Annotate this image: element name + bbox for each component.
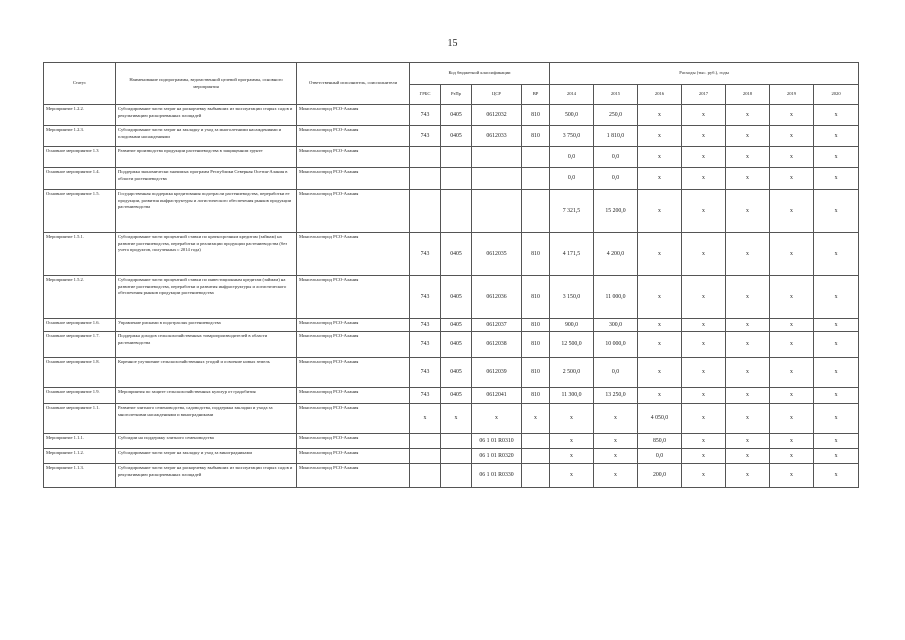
row-name: Коренное улучшение сельскохозяйственных угодий и освоение новых земель [116, 358, 297, 388]
row-executor: Минсельхозпрод РСО-Алания [297, 126, 410, 147]
row-code [410, 147, 441, 168]
row-code: 0612032 [472, 105, 522, 126]
row-value: х [814, 276, 859, 319]
header-year: 2014 [550, 85, 594, 105]
row-value: х [814, 464, 859, 488]
header-status: Статус [44, 63, 116, 105]
row-value: х [638, 190, 682, 233]
row-name: Субсидирование части затрат на раскорчевку выбывших из эксплуатации старых садов и рекультивацию раскорчеванных площадей [116, 464, 297, 488]
row-value: х [726, 404, 770, 434]
row-code: 743 [410, 388, 441, 404]
row-value: х [682, 276, 726, 319]
row-name: Субсидирование части затрат на закладку и уход за виноградниками [116, 449, 297, 464]
row-value: х [726, 276, 770, 319]
row-value: 0,0 [550, 168, 594, 190]
row-value: 12 500,0 [550, 332, 594, 358]
row-value: х [814, 332, 859, 358]
row-value: х [682, 190, 726, 233]
row-value: х [770, 168, 814, 190]
row-value: х [682, 464, 726, 488]
row-value: х [814, 388, 859, 404]
row-value: х [638, 332, 682, 358]
row-code: 0405 [441, 388, 472, 404]
row-value: х [638, 276, 682, 319]
row-code [522, 168, 550, 190]
row-value: х [770, 147, 814, 168]
row-value: х [550, 404, 594, 434]
row-code: 810 [522, 388, 550, 404]
row-code [441, 190, 472, 233]
row-code [472, 168, 522, 190]
row-code [410, 449, 441, 464]
row-code: х [441, 404, 472, 434]
row-code [441, 449, 472, 464]
row-code: 810 [522, 105, 550, 126]
header-name: Наименование подпрограммы, ведомственной целевой программы, основного мероприятия [116, 63, 297, 105]
row-code: 0612037 [472, 319, 522, 332]
row-value: 11 000,0 [594, 276, 638, 319]
header-code: ЦСР [472, 85, 522, 105]
row-executor: Минсельхозпрод РСО-Алания [297, 319, 410, 332]
header-year: 2018 [726, 85, 770, 105]
row-code: 0612033 [472, 126, 522, 147]
row-code [410, 464, 441, 488]
row-name: Мероприятия по защите сельскохозяйственных культур от градобития [116, 388, 297, 404]
row-value: х [638, 358, 682, 388]
row-code [472, 147, 522, 168]
row-value: х [726, 126, 770, 147]
row-value: х [814, 105, 859, 126]
row-name: Государственная поддержка кредитования подотрасли растениеводства, переработки ее продукции, развития инфраструктуры и логистического обеспечения рынков продукции растениеводства [116, 190, 297, 233]
row-value: х [638, 388, 682, 404]
row-executor: Минсельхозпрод РСО-Алания [297, 332, 410, 358]
row-value: х [814, 168, 859, 190]
row-value: х [814, 449, 859, 464]
row-value: х [550, 449, 594, 464]
row-value: 0,0 [594, 358, 638, 388]
table-row [44, 126, 859, 147]
row-value: х [682, 358, 726, 388]
header-executor: Ответственный исполнитель, соисполнители [297, 63, 410, 105]
row-code: х [472, 404, 522, 434]
table-row [44, 319, 859, 332]
row-code: 743 [410, 233, 441, 276]
row-value: 3 150,0 [550, 276, 594, 319]
row-code: 0405 [441, 105, 472, 126]
row-value: х [682, 168, 726, 190]
row-status: Мероприятие 1.1.1. [44, 434, 116, 449]
row-value: х [726, 464, 770, 488]
row-value: х [638, 319, 682, 332]
row-code: 06 1 01 R0330 [472, 464, 522, 488]
row-code: 0612039 [472, 358, 522, 388]
row-value: 3 750,0 [550, 126, 594, 147]
row-value: 850,0 [638, 434, 682, 449]
row-code: 0405 [441, 126, 472, 147]
row-code: 810 [522, 319, 550, 332]
table-row [44, 168, 859, 190]
row-value: х [770, 434, 814, 449]
header-code-group: Код бюджетной классификации [410, 63, 550, 85]
row-name: Субсидирование части затрат на раскорчевку выбывших из эксплуатации старых садов и рекультивацию раскорчеванных площадей [116, 105, 297, 126]
row-name: Поддержка экономически значимых программ Республики Северная Осетия-Алания в области растениеводства [116, 168, 297, 190]
row-value: х [726, 190, 770, 233]
row-executor: Минсельхозпрод РСО-Алания [297, 190, 410, 233]
row-value: х [594, 464, 638, 488]
row-code [522, 464, 550, 488]
row-value: х [682, 404, 726, 434]
row-value: х [726, 233, 770, 276]
row-code [410, 168, 441, 190]
row-value: х [814, 319, 859, 332]
row-value: 11 300,0 [550, 388, 594, 404]
row-status: Основное мероприятие 1.7. [44, 332, 116, 358]
row-value: х [770, 190, 814, 233]
row-code [522, 147, 550, 168]
header-year: 2020 [814, 85, 859, 105]
row-value: х [550, 464, 594, 488]
table-row [44, 464, 859, 488]
row-value: х [770, 404, 814, 434]
row-code [410, 434, 441, 449]
row-code: 810 [522, 126, 550, 147]
row-value: 0,0 [638, 449, 682, 464]
row-value: х [638, 233, 682, 276]
table-row [44, 190, 859, 233]
row-value: 0,0 [550, 147, 594, 168]
row-code [441, 434, 472, 449]
row-executor: Минсельхозпрод РСО-Алания [297, 233, 410, 276]
row-value: х [770, 464, 814, 488]
row-value: х [770, 358, 814, 388]
row-value: х [726, 358, 770, 388]
header-code: ВР [522, 85, 550, 105]
row-value: х [726, 168, 770, 190]
row-code: 810 [522, 332, 550, 358]
row-value: х [814, 358, 859, 388]
row-status: Основное мероприятие 1.5. [44, 190, 116, 233]
row-status: Основное мероприятие 1.8. [44, 358, 116, 388]
table-row [44, 233, 859, 276]
budget-table [43, 62, 859, 488]
row-value: х [682, 147, 726, 168]
row-value: х [814, 147, 859, 168]
row-value: 4 050,0 [638, 404, 682, 434]
row-value: х [770, 105, 814, 126]
row-status: Основное мероприятие 1.3 [44, 147, 116, 168]
row-value: х [550, 434, 594, 449]
row-value: х [770, 276, 814, 319]
row-value: х [770, 319, 814, 332]
table-row [44, 404, 859, 434]
row-executor: Минсельхозпрод РСО-Алания [297, 464, 410, 488]
row-value: 200,0 [638, 464, 682, 488]
row-value: х [814, 190, 859, 233]
header-code: ГРБС [410, 85, 441, 105]
row-value: х [726, 388, 770, 404]
table-row [44, 105, 859, 126]
row-value: 500,0 [550, 105, 594, 126]
row-value: х [770, 332, 814, 358]
row-code: 0612035 [472, 233, 522, 276]
row-value: 250,0 [594, 105, 638, 126]
row-code: 810 [522, 233, 550, 276]
header-expenses-group: Расходы (тыс. руб.), годы [550, 63, 859, 85]
row-value: х [594, 449, 638, 464]
row-name: Субсидирование части процентной ставки по инвестиционным кредитам (займам) на развитие растениеводства, переработки и развития инфраструктуры и логистического обеспечения рынков продукции растениеводства [116, 276, 297, 319]
row-value: х [770, 449, 814, 464]
table-row [44, 147, 859, 168]
row-value: 7 321,5 [550, 190, 594, 233]
row-status: Мероприятие 1.5.1. [44, 233, 116, 276]
row-code: 810 [522, 358, 550, 388]
row-code: 0405 [441, 233, 472, 276]
row-executor: Минсельхозпрод РСО-Алания [297, 404, 410, 434]
row-name: Развитие производства продукции растениеводства в защищенном грунте [116, 147, 297, 168]
row-value: 900,0 [550, 319, 594, 332]
row-value: 1 810,0 [594, 126, 638, 147]
row-value: х [638, 168, 682, 190]
row-value: х [594, 404, 638, 434]
header-year: 2019 [770, 85, 814, 105]
row-code [441, 147, 472, 168]
row-value: х [814, 233, 859, 276]
page-number: 15 [447, 38, 458, 49]
row-code: 810 [522, 276, 550, 319]
table-row [44, 388, 859, 404]
row-value: х [770, 388, 814, 404]
row-code [522, 434, 550, 449]
row-value: х [682, 233, 726, 276]
row-value: 0,0 [594, 168, 638, 190]
row-code [472, 190, 522, 233]
row-value: х [814, 404, 859, 434]
row-code: 0612038 [472, 332, 522, 358]
row-value: 13 250,0 [594, 388, 638, 404]
row-executor: Минсельхозпрод РСО-Алания [297, 434, 410, 449]
row-status: Мероприятие 1.1.2. [44, 449, 116, 464]
row-name: Развитие элитного семеноводства, садоводства, поддержка закладки и ухода за многолетними насаждениями и виноградниками [116, 404, 297, 434]
row-value: х [682, 434, 726, 449]
row-value: 15 200,0 [594, 190, 638, 233]
row-value: х [814, 126, 859, 147]
table-row [44, 332, 859, 358]
row-code: 06 1 01 R0320 [472, 449, 522, 464]
row-code: 06 1 01 R0310 [472, 434, 522, 449]
row-value: х [726, 105, 770, 126]
row-code [522, 449, 550, 464]
row-status: Мероприятие 1.5.2. [44, 276, 116, 319]
row-value: 300,0 [594, 319, 638, 332]
row-value: 4 171,5 [550, 233, 594, 276]
header-year: 2017 [682, 85, 726, 105]
row-value: х [770, 233, 814, 276]
header-code: РзПр [441, 85, 472, 105]
row-status: Основное мероприятие 1.6. [44, 319, 116, 332]
row-value: х [594, 434, 638, 449]
row-code: 743 [410, 126, 441, 147]
row-executor: Минсельхозпрод РСО-Алания [297, 358, 410, 388]
row-value: 4 200,0 [594, 233, 638, 276]
row-code: 743 [410, 105, 441, 126]
row-value: х [682, 319, 726, 332]
header-year: 2015 [594, 85, 638, 105]
row-value: х [726, 332, 770, 358]
row-name: Субсидирование части затрат на закладку и уход за многолетними насаждениями и плодовыми насаждениями [116, 126, 297, 147]
row-code: х [410, 404, 441, 434]
row-executor: Минсельхозпрод РСО-Алания [297, 449, 410, 464]
row-code: 0612036 [472, 276, 522, 319]
row-value: х [638, 147, 682, 168]
row-value: х [682, 332, 726, 358]
row-executor: Минсельхозпрод РСО-Алания [297, 388, 410, 404]
row-status: Основное мероприятие 1.1. [44, 404, 116, 434]
row-executor: Минсельхозпрод РСО-Алания [297, 105, 410, 126]
row-code: 743 [410, 319, 441, 332]
row-code [522, 190, 550, 233]
row-status: Мероприятие 1.1.3. [44, 464, 116, 488]
row-code: 0405 [441, 332, 472, 358]
row-status: Мероприятие 1.2.2. [44, 105, 116, 126]
row-value: х [638, 126, 682, 147]
row-code: 0405 [441, 358, 472, 388]
table-row [44, 449, 859, 464]
row-code: 0405 [441, 276, 472, 319]
row-name: Управление рисками в подотраслях растениеводства [116, 319, 297, 332]
row-value: 2 500,0 [550, 358, 594, 388]
row-code: х [522, 404, 550, 434]
row-value: 10 000,0 [594, 332, 638, 358]
row-status: Основное мероприятие 1.9. [44, 388, 116, 404]
row-code: 743 [410, 332, 441, 358]
row-executor: Минсельхозпрод РСО-Алания [297, 168, 410, 190]
row-value: х [682, 449, 726, 464]
row-value: х [638, 105, 682, 126]
row-name: Поддержка доходов сельскохозяйственных товаропроизводителей в области растениеводства [116, 332, 297, 358]
row-code [410, 190, 441, 233]
row-name: Субсидии на поддержку элитного семеноводства [116, 434, 297, 449]
table-row [44, 434, 859, 449]
row-name: Субсидирование части процентной ставки по краткосрочным кредитам (займам) на развитие растениеводства, переработки и реализации продукции растениеводства (без учета продуктов, полученных с 2014 года) [116, 233, 297, 276]
row-value: 0,0 [594, 147, 638, 168]
row-executor: Минсельхозпрод РСО-Алания [297, 276, 410, 319]
row-value: х [814, 434, 859, 449]
row-value: х [726, 434, 770, 449]
row-code: 743 [410, 358, 441, 388]
row-status: Основное мероприятие 1.4. [44, 168, 116, 190]
table-body [44, 105, 859, 488]
row-status: Мероприятие 1.2.3. [44, 126, 116, 147]
row-value: х [726, 319, 770, 332]
row-value: х [682, 388, 726, 404]
row-value: х [770, 126, 814, 147]
row-value: х [682, 105, 726, 126]
row-value: х [726, 147, 770, 168]
table-row [44, 358, 859, 388]
table-row [44, 276, 859, 319]
row-code: 0405 [441, 319, 472, 332]
row-code: 0612041 [472, 388, 522, 404]
row-value: х [726, 449, 770, 464]
row-code [441, 464, 472, 488]
row-code [441, 168, 472, 190]
row-value: х [682, 126, 726, 147]
row-code: 743 [410, 276, 441, 319]
row-executor: Минсельхозпрод РСО-Алания [297, 147, 410, 168]
header-year: 2016 [638, 85, 682, 105]
